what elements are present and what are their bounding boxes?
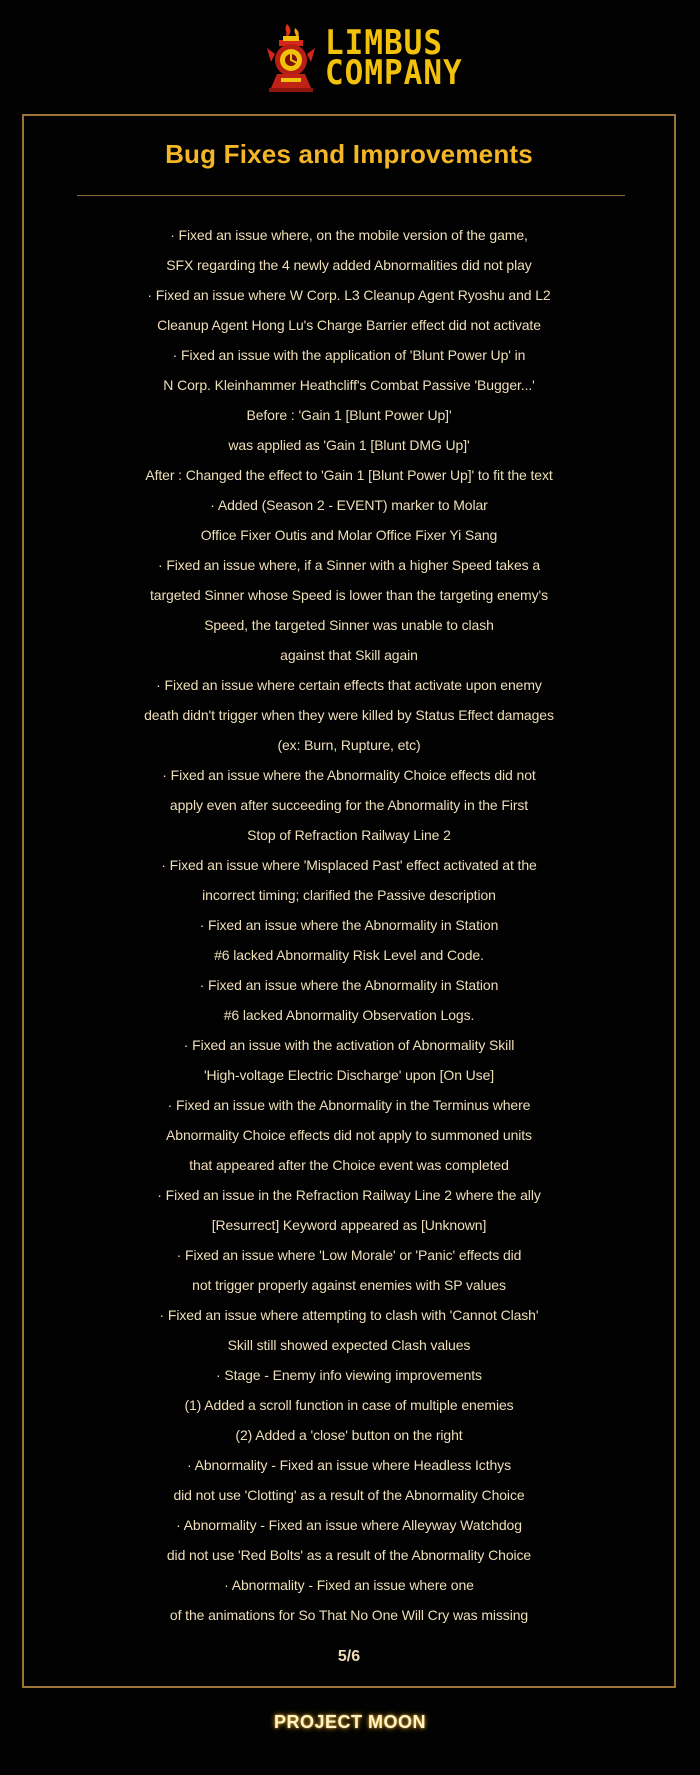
notice-line: incorrect timing; clarified the Passive description xyxy=(202,887,496,903)
notice-lines xyxy=(24,220,674,1630)
notice-line: · Abnormality - Fixed an issue where Headless Icthys xyxy=(187,1457,511,1473)
notice-line: · Stage - Enemy info viewing improvements xyxy=(216,1367,482,1383)
notice-line: · Fixed an issue where, if a Sinner with a higher Speed takes a xyxy=(157,557,541,573)
notice-line: · Fixed an issue in the Refraction Railway Line 2 where the ally xyxy=(157,1187,541,1203)
notice-line: · Fixed an issue where the Abnormality in Station xyxy=(199,977,499,993)
notice-line: N Corp. Kleinhammer Heathcliff's Combat Passive 'Bugger...' xyxy=(163,377,535,393)
notice-line: · Fixed an issue with the Abnormality in the Terminus where xyxy=(167,1097,531,1113)
notice-line: did not use 'Red Bolts' as a result of the Abnormality Choice xyxy=(166,1547,532,1563)
notice-line: · Fixed an issue where attempting to clash with 'Cannot Clash' xyxy=(159,1307,539,1323)
notice-line: that appeared after the Choice event was completed xyxy=(189,1157,509,1173)
notice-line: was applied as 'Gain 1 [Blunt DMG Up]' xyxy=(228,437,470,453)
limbus-company-emblem-icon xyxy=(265,22,317,94)
notice-line: #6 lacked Abnormality Risk Level and Code. xyxy=(214,947,484,963)
notice-line: (ex: Burn, Rupture, etc) xyxy=(277,737,421,753)
notice-line: death didn't trigger when they were killed by Status Effect damages xyxy=(144,707,554,723)
notice-line: 'High-voltage Electric Discharge' upon [On Use] xyxy=(203,1067,495,1083)
notice-line: of the animations for So That No One Will Cry was missing xyxy=(169,1607,529,1623)
notice-line: SFX regarding the 4 newly added Abnormalities did not play xyxy=(166,257,532,273)
notice-line: targeted Sinner whose Speed is lower than the targeting enemy's xyxy=(150,587,548,603)
notice-line: Stop of Refraction Railway Line 2 xyxy=(247,827,451,843)
notice-line: did not use 'Clotting' as a result of the Abnormality Choice xyxy=(173,1487,525,1503)
notice-line: After : Changed the effect to 'Gain 1 [Blunt Power Up]' to fit the text xyxy=(145,467,553,483)
notice-line: · Abnormality - Fixed an issue where Alleyway Watchdog xyxy=(176,1517,522,1533)
notice-line: against that Skill again xyxy=(280,647,418,663)
notice-line: #6 lacked Abnormality Observation Logs. xyxy=(223,1007,475,1023)
notice-line: Abnormality Choice effects did not apply to summoned units xyxy=(166,1127,532,1143)
logo-word-limbus: LIMBUS xyxy=(325,23,443,62)
notice-line: [Resurrect] Keyword appeared as [Unknown] xyxy=(211,1217,487,1233)
notice-line: · Fixed an issue where the Abnormality Choice effects did not xyxy=(162,767,536,783)
limbus-company-logo xyxy=(265,15,463,100)
notice-line: (1) Added a scroll function in case of multiple enemies xyxy=(184,1397,514,1413)
notice-line: not trigger properly against enemies with SP values xyxy=(192,1277,506,1293)
page-indicator: 5/6 xyxy=(337,1648,361,1665)
notice-line: Speed, the targeted Sinner was unable to clash xyxy=(204,617,494,633)
notice-line: (2) Added a 'close' button on the right xyxy=(235,1427,463,1443)
notice-line: · Added (Season 2 - EVENT) marker to Molar xyxy=(210,497,488,513)
project-moon-brand: PROJECT MOON xyxy=(273,1712,426,1732)
notice-line: Skill still showed expected Clash values xyxy=(227,1337,471,1353)
notice-line: · Fixed an issue where 'Misplaced Past' effect activated at the xyxy=(161,857,537,873)
title-divider xyxy=(77,195,625,196)
notice-line: · Fixed an issue with the application of 'Blunt Power Up' in xyxy=(172,347,526,363)
notice-line: · Fixed an issue with the activation of Abnormality Skill xyxy=(183,1037,515,1053)
notice-title: Bug Fixes and Improvements xyxy=(165,139,533,169)
notice-line: · Abnormality - Fixed an issue where one xyxy=(224,1577,474,1593)
notice-line: · Fixed an issue where 'Low Morale' or 'Panic' effects did xyxy=(176,1247,522,1263)
notice-line: Office Fixer Outis and Molar Office Fixer Yi Sang xyxy=(200,527,498,543)
notice-line: · Fixed an issue where certain effects that activate upon enemy xyxy=(156,677,542,693)
logo-word-company: COMPANY xyxy=(325,53,463,92)
notice-line: · Fixed an issue where W Corp. L3 Cleanup Agent Ryoshu and L2 xyxy=(147,287,551,303)
notice-line: apply even after succeeding for the Abnormality in the First xyxy=(169,797,529,813)
notice-line: · Fixed an issue where, on the mobile version of the game, xyxy=(170,227,528,243)
notice-line: · Fixed an issue where the Abnormality in Station xyxy=(199,917,499,933)
notice-line: Cleanup Agent Hong Lu's Charge Barrier effect did not activate xyxy=(157,317,541,333)
notice-line: Before : 'Gain 1 [Blunt Power Up]' xyxy=(246,407,452,423)
notice-panel xyxy=(22,114,676,1688)
